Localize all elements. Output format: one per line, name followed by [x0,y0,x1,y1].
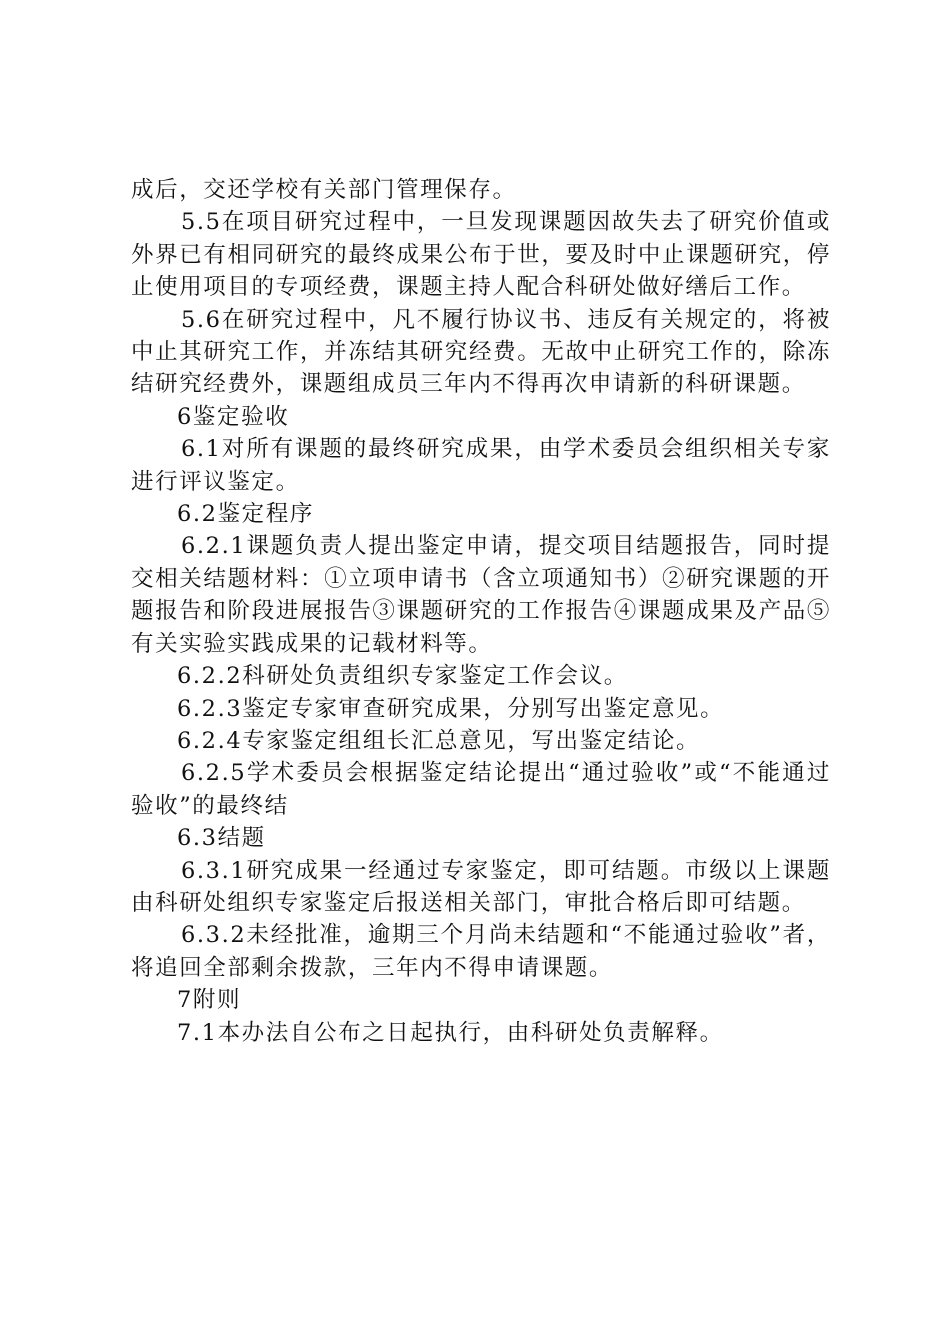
document-body [131,174,831,1049]
section-heading-6: 6鉴定验收 [177,403,290,430]
subsection-heading-6-2: 6.2鉴定程序 [177,501,314,528]
paragraph-5-5: 5.5在项目研究过程中，一旦发现课题因故失去了研究价值或外界已有相同研究的最终成果公布于世，要及时中止课题研究，停止使用项目的专项经费，课题主持人配合科研处做好缮后工作。 [131,209,831,301]
subsection-heading-6-3: 6.3结题 [177,825,266,852]
paragraph-6-3-1: 6.3.1研究成果一经通过专家鉴定，即可结题。市级以上课题由科研处组织专家鉴定后报送相关部门，审批合格后即可结题。 [131,857,831,916]
paragraph-6-2-3: 6.2.3鉴定专家审查研究成果，分别写出鉴定意见。 [177,695,725,722]
paragraph-6-2-5: 6.2.5学术委员会根据鉴定结论提出“通过验收”或“不能通过验收”的最终结 [131,760,831,819]
paragraph-5-6: 5.6在研究过程中，凡不履行协议书、违反有关规定的，将被中止其研究工作，并冻结其研究经费。无故中止研究工作的，除冻结研究经费外，课题组成员三年内不得再次申请新的科研课题。 [131,306,831,398]
paragraph-7-1: 7.1本办法自公布之日起执行，由科研处负责解释。 [177,1019,724,1046]
paragraph-6-2-4: 6.2.4专家鉴定组组长汇总意见，写出鉴定结论。 [177,727,701,754]
paragraph-6-3-2: 6.3.2未经批准，逾期三个月尚未结题和“不能通过验收”者，将追回全部剩余拨款，三年内不得申请课题。 [131,922,831,981]
paragraph-6-1: 6.1对所有课题的最终研究成果，由学术委员会组织相关专家进行评议鉴定。 [131,436,831,495]
paragraph-6-2-1: 6.2.1课题负责人提出鉴定申请，提交项目结题报告，同时提交相关结题材料：①立项申请书（含立项通知书）②研究课题的开题报告和阶段进展报告③课题研究的工作报告④课题成果及产品⑤有关实验实践成果的记载材料等。 [131,533,831,657]
paragraph-6-2-2: 6.2.2科研处负责组织专家鉴定工作会议。 [177,663,628,690]
paragraph-continuation: 成后，交还学校有关部门管理保存。 [131,177,517,203]
section-heading-7: 7附则 [177,987,242,1014]
